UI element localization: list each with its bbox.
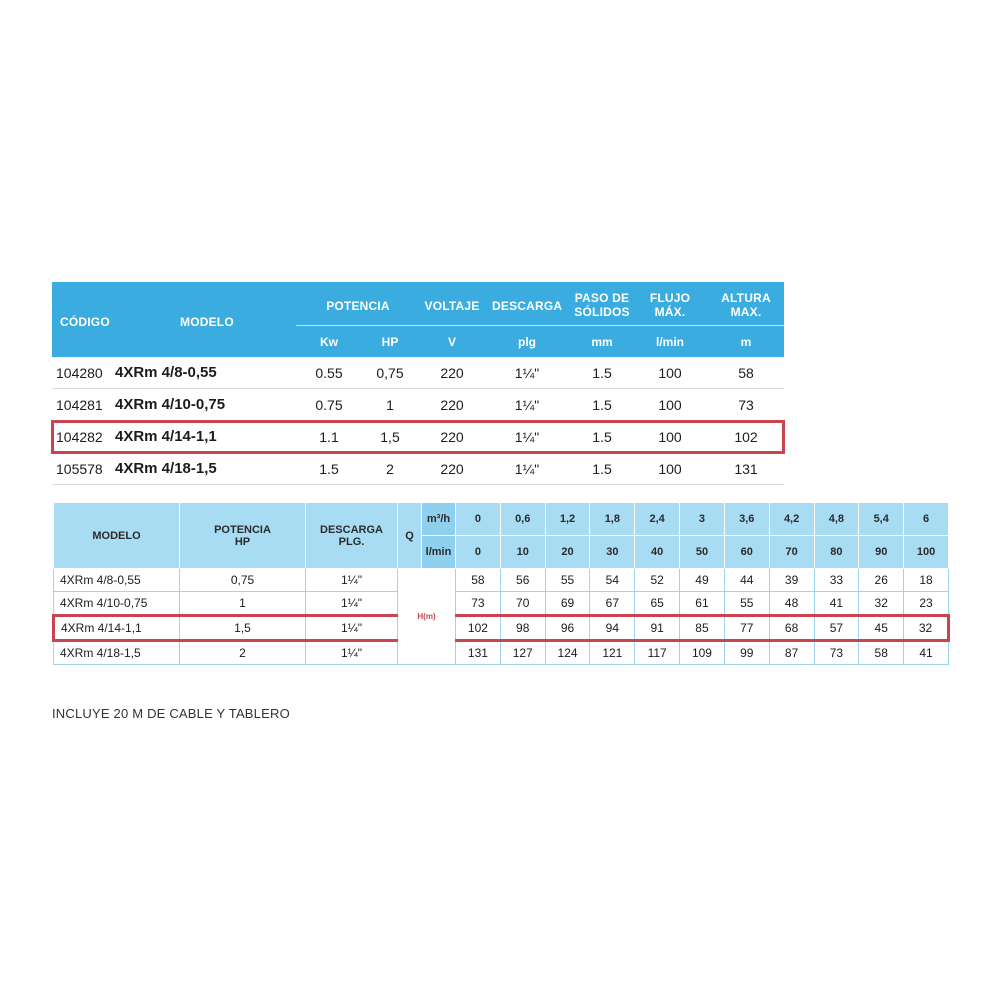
cell-head: 109 <box>680 641 725 665</box>
cell-v: 220 <box>440 397 464 413</box>
header-voltaje: VOLTAJE <box>424 299 480 313</box>
m3h-value: 3 <box>680 503 725 536</box>
unit-m: m <box>740 335 752 349</box>
lmin-value: 90 <box>859 536 904 569</box>
lmin-value: 30 <box>590 536 635 569</box>
cell-head: 55 <box>724 592 769 616</box>
header-altura-max: ALTURA MAX. <box>721 291 771 319</box>
cell-model: 4XRm 4/10-0,75 <box>54 592 180 616</box>
cell-lmin: 100 <box>658 397 682 413</box>
header-paso-solidos: PASO DE SÓLIDOS <box>574 291 630 319</box>
header-divider <box>296 325 784 326</box>
cell-hp: 0,75 <box>180 569 306 592</box>
lmin-value: 80 <box>814 536 859 569</box>
lmin-value: 40 <box>635 536 680 569</box>
cell-head: 73 <box>814 641 859 665</box>
cell-mm: 1.5 <box>592 365 612 381</box>
cell-head: 117 <box>635 641 680 665</box>
cell-mm: 1.5 <box>592 429 612 445</box>
m3h-value: 4,8 <box>814 503 859 536</box>
cell-head: 58 <box>859 641 904 665</box>
cell-head: 49 <box>680 569 725 592</box>
cell-model: 4XRm 4/18-1,5 <box>54 641 180 665</box>
table-row <box>54 592 949 616</box>
cell-plg: 1¼" <box>306 641 398 665</box>
cell-head: 23 <box>904 592 949 616</box>
cell-head: 52 <box>635 569 680 592</box>
cell-head: 67 <box>590 592 635 616</box>
header-codigo: CÓDIGO <box>60 315 110 329</box>
cell-head: 39 <box>769 569 814 592</box>
lmin-value: 0 <box>456 536 501 569</box>
cell-code: 104280 <box>56 365 103 381</box>
cell-mm: 1.5 <box>592 397 612 413</box>
cell-head: 70 <box>500 592 545 616</box>
unit-mm: mm <box>591 335 613 349</box>
cell-head: 54 <box>590 569 635 592</box>
cell-model: 4XRm 4/8-0,55 <box>54 569 180 592</box>
cell-head: 44 <box>724 569 769 592</box>
cell-mm: 1.5 <box>592 461 612 477</box>
lmin-value: 20 <box>545 536 590 569</box>
cell-hp: 2 <box>180 641 306 665</box>
cell-hp: 1,5 <box>180 616 306 641</box>
lmin-value: 70 <box>769 536 814 569</box>
cell-kw: 0.75 <box>315 397 343 413</box>
header-flujo-max: FLUJO MÁX. <box>649 291 691 319</box>
cell-plg: 1¼" <box>514 461 540 477</box>
m3h-value: 1,2 <box>545 503 590 536</box>
cell-head: 58 <box>456 569 501 592</box>
footnote: INCLUYE 20 M DE CABLE Y TABLERO <box>52 706 290 721</box>
cell-plg: 1¼" <box>306 592 398 616</box>
header-modelo: MODELO <box>180 315 234 329</box>
table-row <box>52 421 784 453</box>
cell-m: 131 <box>734 461 758 477</box>
cell-kw: 1.1 <box>319 429 339 445</box>
cell-code: 104281 <box>56 397 103 413</box>
header-potencia-hp: POTENCIA HP <box>180 503 306 569</box>
table-row <box>52 453 784 485</box>
lmin-value: 50 <box>680 536 725 569</box>
cell-head: 69 <box>545 592 590 616</box>
header-lmin: l/min <box>422 536 456 569</box>
cell-head: 65 <box>635 592 680 616</box>
cell-head: 61 <box>680 592 725 616</box>
table-row <box>54 569 949 592</box>
specs-table <box>52 282 784 485</box>
cell-head: 127 <box>500 641 545 665</box>
cell-head: 131 <box>456 641 501 665</box>
cell-lmin: 100 <box>658 429 682 445</box>
header-descarga-plg: DESCARGA PLG. <box>306 503 398 569</box>
header-m3h: m³/h <box>422 503 456 536</box>
table-row <box>54 616 949 641</box>
cell-head: 96 <box>545 616 590 641</box>
table-row <box>52 389 784 421</box>
cell-head: 41 <box>904 641 949 665</box>
cell-head: 68 <box>769 616 814 641</box>
unit-kw: Kw <box>320 335 338 349</box>
table-row <box>52 357 784 389</box>
cell-hp: 1,5 <box>380 429 400 445</box>
cell-v: 220 <box>440 461 464 477</box>
m3h-value: 0 <box>456 503 501 536</box>
m3h-value: 4,2 <box>769 503 814 536</box>
cell-head: 102 <box>456 616 501 641</box>
m3h-value: 6 <box>904 503 949 536</box>
cell-hp: 0,75 <box>376 365 404 381</box>
cell-head: 85 <box>680 616 725 641</box>
lmin-value: 60 <box>724 536 769 569</box>
cell-lmin: 100 <box>658 365 682 381</box>
unit-v: V <box>447 335 456 349</box>
cell-model: 4XRm 4/18-1,5 <box>115 460 217 477</box>
cell-head: 48 <box>769 592 814 616</box>
cell-code: 105578 <box>56 461 103 477</box>
unit-plg: plg <box>518 335 536 349</box>
m3h-value: 5,4 <box>859 503 904 536</box>
cell-hp: 2 <box>386 461 394 477</box>
lmin-value: 100 <box>904 536 949 569</box>
cell-head: 45 <box>859 616 904 641</box>
header-potencia: POTENCIA <box>326 299 390 313</box>
m3h-value: 1,8 <box>590 503 635 536</box>
cell-plg: 1¼" <box>306 569 398 592</box>
cell-head: 57 <box>814 616 859 641</box>
cell-head: 99 <box>724 641 769 665</box>
cell-model: 4XRm 4/8-0,55 <box>115 364 217 381</box>
cell-lmin: 100 <box>658 461 682 477</box>
cell-code: 104282 <box>56 429 103 445</box>
cell-plg: 1¼" <box>514 397 540 413</box>
unit-hp: HP <box>381 335 399 349</box>
cell-m: 102 <box>734 429 758 445</box>
cell-head: 32 <box>859 592 904 616</box>
table-row <box>54 641 949 665</box>
cell-model: 4XRm 4/10-0,75 <box>115 396 226 413</box>
cell-head: 41 <box>814 592 859 616</box>
cell-head: 98 <box>500 616 545 641</box>
cell-head: 33 <box>814 569 859 592</box>
m3h-value: 2,4 <box>635 503 680 536</box>
hm-label: H(m) <box>398 569 456 665</box>
cell-m: 73 <box>738 397 754 413</box>
specs-table-header <box>52 282 784 357</box>
cell-plg: 1¼" <box>514 429 540 445</box>
cell-head: 77 <box>724 616 769 641</box>
header-descarga: DESCARGA <box>492 299 563 313</box>
cell-kw: 1.5 <box>319 461 339 477</box>
cell-head: 18 <box>904 569 949 592</box>
cell-head: 121 <box>590 641 635 665</box>
cell-model: 4XRm 4/14-1,1 <box>54 616 180 641</box>
cell-head: 94 <box>590 616 635 641</box>
unit-lmin: l/min <box>655 335 684 349</box>
cell-v: 220 <box>440 429 464 445</box>
lmin-value: 10 <box>500 536 545 569</box>
cell-head: 56 <box>500 569 545 592</box>
cell-head: 87 <box>769 641 814 665</box>
cell-plg: 1¼" <box>514 365 540 381</box>
cell-head: 124 <box>545 641 590 665</box>
cell-kw: 0.55 <box>315 365 343 381</box>
cell-head: 73 <box>456 592 501 616</box>
m3h-value: 3,6 <box>724 503 769 536</box>
cell-hp: 1 <box>180 592 306 616</box>
cell-head: 55 <box>545 569 590 592</box>
cell-plg: 1¼" <box>306 616 398 641</box>
cell-head: 26 <box>859 569 904 592</box>
m3h-value: 0,6 <box>500 503 545 536</box>
performance-table <box>52 502 950 665</box>
cell-model: 4XRm 4/14-1,1 <box>115 428 217 445</box>
cell-head: 32 <box>904 616 949 641</box>
header-q: Q <box>398 503 422 569</box>
cell-head: 91 <box>635 616 680 641</box>
header-modelo-2: MODELO <box>54 503 180 569</box>
cell-hp: 1 <box>386 397 394 413</box>
cell-m: 58 <box>738 365 754 381</box>
cell-v: 220 <box>440 365 464 381</box>
